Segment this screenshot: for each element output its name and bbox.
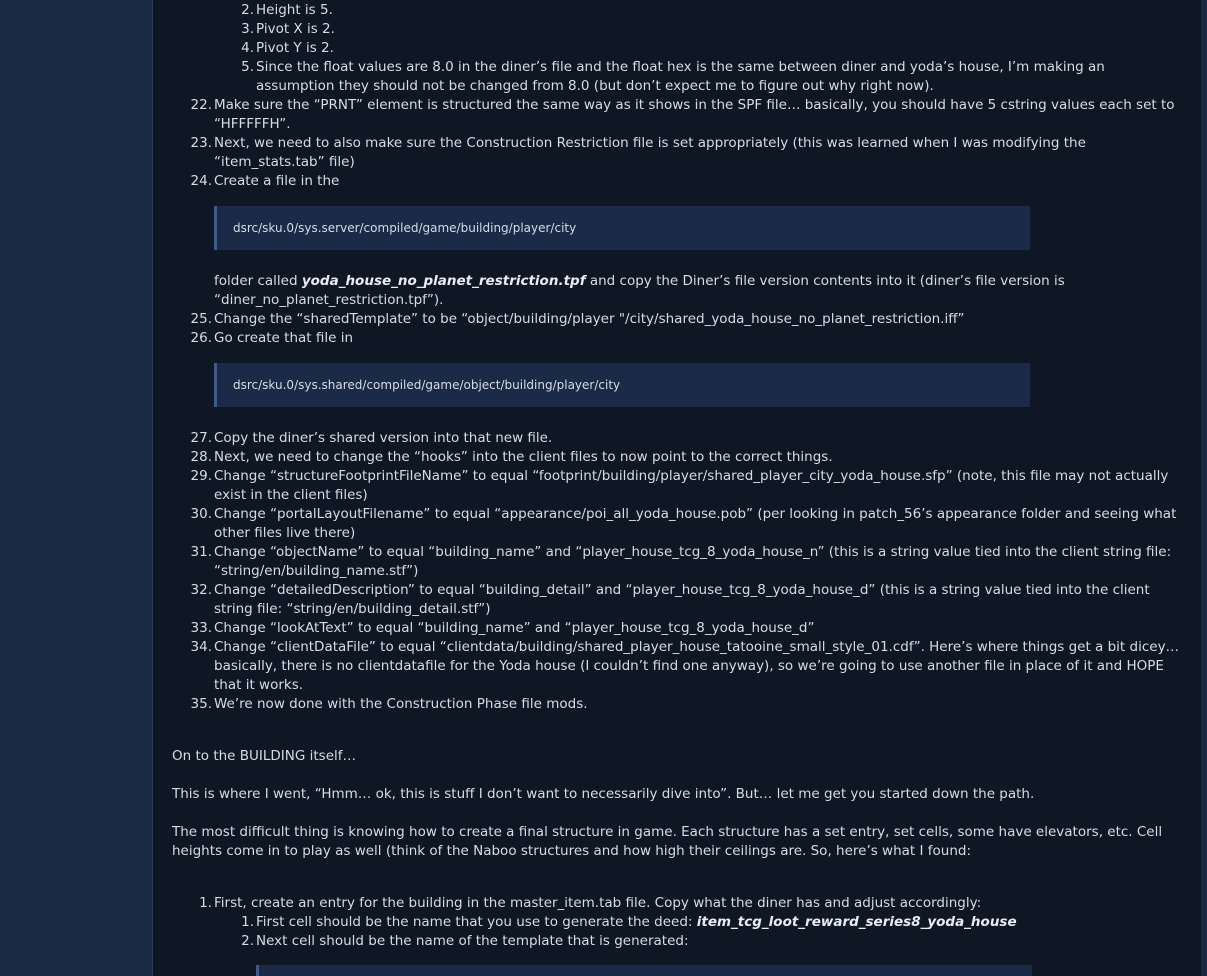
code-block-partial (256, 965, 1032, 976)
left-sidebar (0, 0, 153, 976)
list-item: 2. Height is 5. (241, 2, 333, 18)
list-item-continuation: folder called yoda_house_no_planet_restriction.tpf and copy the Diner’s file version contents into it (diner’s file version is “diner_no_planet_restriction.tpf”). (214, 273, 1065, 308)
list-item: 1. First, create an entry for the building in the master_item.tab file. Copy what the diner has and adjust accordingly: (199, 895, 982, 911)
list-item: 23. Next, we need to also make sure the Construction Restriction file is set appropriately (this was learned when I was modifying the “item_stats.tab” file) (190, 135, 1086, 170)
paragraph: This is where I went, “Hmm… ok, this is stuff I don’t want to necessarily dive into”. But… let me get you started down the path. (172, 786, 1035, 802)
list-item: 24. Create a file in the (190, 173, 340, 189)
list-item: 2. Next cell should be the name of the template that is generated: (241, 933, 689, 949)
list-item: 32. Change “detailedDescription” to equal “building_detail” and “player_house_tcg_8_yoda_house_d” (this is a string value tied into the client string file: “string/en/building_detail.stf”) (190, 582, 1150, 617)
list-item: 4. Pivot Y is 2. (241, 40, 334, 56)
list-item: 26. Go create that file in (190, 330, 354, 346)
list-item: 3. Pivot X is 2. (241, 21, 335, 37)
list-item: 34. Change “clientDataFile” to equal “clientdata/building/shared_player_house_tatooine_small_style_01.cdf”. Here’s where things get a bit dicey… basically, there is no clientdatafile for the Yoda house (I couldn’t find one anyway), so we’re going to use another file in place of it and HOPE that it works. (190, 639, 1180, 693)
list-item: 25. Change the “sharedTemplate” to be “object/building/player "/city/shared_yoda_house_no_planet_restriction.iff” (190, 311, 965, 327)
file-name: item_tcg_loot_reward_series8_yoda_house (696, 914, 1017, 930)
list-item: 28. Next, we need to change the “hooks” into the client files to now point to the correct things. (190, 449, 833, 465)
article-content (153, 0, 1199, 976)
list-item: 1. First cell should be the name that you use to generate the deed: item_tcg_loot_reward_series8_yoda_house (241, 914, 1017, 930)
list-item: 33. Change “lookAtText” to equal “building_name” and “player_house_tcg_8_yoda_house_d” (190, 620, 815, 636)
list-item: 31. Change “objectName” to equal “building_name” and “player_house_tcg_8_yoda_house_n” (this is a string value tied into the client string file: “string/en/building_name.stf”) (190, 544, 1172, 579)
code-block: dsrc/sku.0/sys.shared/compiled/game/object/building/player/city (214, 363, 1030, 407)
paragraph: The most difficult thing is knowing how to create a final structure in game. Each structure has a set entry, set cells, some have elevators, etc. Cell heights come in to play as well (think of the Naboo structures and how high their ceilings are. So, here’s what I found: (172, 824, 1163, 859)
file-name: yoda_house_no_planet_restriction.tpf (301, 273, 586, 289)
code-block: dsrc/sku.0/sys.server/compiled/game/building/player/city (214, 206, 1030, 250)
list-item: 22. Make sure the “PRNT” element is structured the same way as it shows in the SPF file… basically, you should have 5 cstring values each set to “HFFFFFH”. (190, 97, 1175, 132)
list-item: 5. Since the float values are 8.0 in the diner’s file and the float hex is the same between diner and yoda’s house, I’m making an assumption they should not be changed from 8.0 (but don’t expect me to figure out why right now). (241, 59, 1105, 94)
list-item: 35. We’re now done with the Construction Phase file mods. (190, 696, 588, 712)
list-item: 29. Change “structureFootprintFileName” to equal “footprint/building/player/shared_player_city_yoda_house.sfp” (note, this file may not actually exist in the client files) (190, 468, 1169, 503)
list-item: 30. Change “portalLayoutFilename” to equal “appearance/poi_all_yoda_house.pob” (per looking in patch_56’s appearance folder and seeing what other files live there) (190, 506, 1177, 541)
right-scrollbar-edge[interactable] (1201, 0, 1207, 976)
list-item: 27. Copy the diner’s shared version into that new file. (190, 430, 553, 446)
paragraph: On to the BUILDING itself… (172, 748, 357, 764)
